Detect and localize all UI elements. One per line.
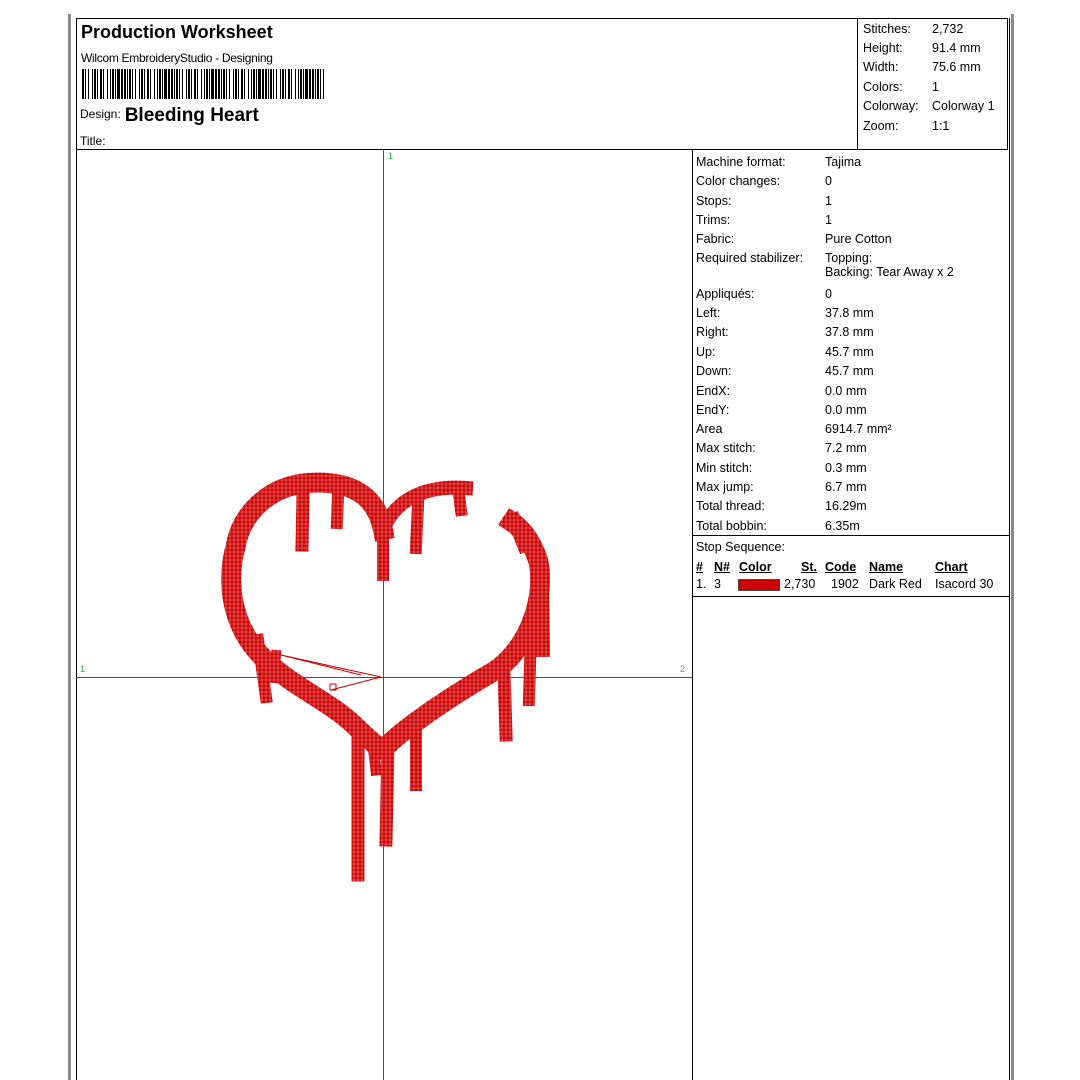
barcode-bar	[191, 69, 192, 99]
table-bottom-divider	[693, 596, 1009, 597]
barcode-bar	[320, 69, 321, 99]
col-header-number: #	[696, 560, 703, 574]
barcode-image	[82, 69, 327, 99]
barcode-bar	[103, 69, 104, 99]
axis-marker-left: 1	[80, 664, 86, 674]
barcode-bar	[300, 69, 302, 99]
barcode-bar	[285, 69, 286, 99]
title-label: Title:	[80, 134, 106, 148]
barcode-bar	[305, 69, 308, 99]
barcode-bar	[233, 69, 234, 99]
summary-height: Height: 91.4 mm	[863, 41, 981, 55]
barcode-bar	[265, 69, 267, 99]
summary-colors: Colors: 1	[863, 80, 939, 94]
summary-zoom: Zoom: 1:1	[863, 119, 950, 133]
barcode-bar	[197, 69, 198, 99]
barcode-bar	[211, 69, 214, 99]
barcode-bar	[182, 69, 183, 99]
barcode-bar	[171, 69, 173, 99]
barcode-bar	[221, 69, 222, 99]
barcode-bar	[144, 69, 145, 99]
barcode-bar	[276, 69, 277, 99]
col-header-stitches: St.	[801, 560, 817, 574]
barcode-bar	[194, 69, 196, 99]
barcode-bar	[110, 69, 111, 99]
barcode-bar	[150, 69, 151, 99]
design-row	[80, 105, 259, 127]
barcode-bar	[253, 69, 255, 99]
barcode-bar	[282, 69, 284, 99]
summary-panel	[857, 19, 1010, 149]
barcode-bar	[82, 69, 84, 99]
barcode-bar	[235, 69, 237, 99]
barcode-bar	[226, 69, 227, 99]
col-header-color: Color	[739, 560, 772, 574]
barcode-bar	[186, 69, 187, 99]
barcode-bar	[162, 69, 163, 99]
barcode-bar	[85, 69, 86, 99]
barcode-bar	[291, 69, 292, 99]
design-label: Design:	[80, 107, 121, 121]
barcode-bar	[176, 69, 178, 99]
barcode-bar	[107, 69, 108, 99]
barcode-bar	[241, 69, 243, 99]
barcode-bar	[256, 69, 257, 99]
barcode-bar	[204, 69, 205, 99]
row-stitches: 2,730	[784, 577, 816, 591]
barcode-bar	[312, 69, 314, 99]
barcode-bar	[268, 69, 269, 99]
barcode-bar	[168, 69, 170, 99]
page-edge-left	[68, 14, 71, 1080]
barcode-bar	[248, 69, 249, 99]
barcode-bar	[124, 69, 126, 99]
barcode-bar	[139, 69, 140, 99]
row-needle: 3	[714, 577, 721, 591]
barcode-bar	[132, 69, 133, 99]
barcode-bar	[159, 69, 161, 99]
barcode-bar	[94, 69, 96, 99]
design-preview	[76, 150, 693, 1080]
barcode-bar	[115, 69, 116, 99]
section-divider	[693, 535, 1009, 536]
barcode-bar	[309, 69, 311, 99]
barcode-bar	[141, 69, 143, 99]
barcode-bar	[315, 69, 316, 99]
page-title: Production Worksheet	[81, 22, 273, 42]
barcode-bar	[112, 69, 114, 99]
barcode-bar	[127, 69, 128, 99]
barcode-bar	[135, 69, 136, 99]
barcode-bar	[174, 69, 175, 99]
col-header-code: Code	[825, 560, 857, 574]
barcode-bar	[262, 69, 264, 99]
barcode-bar	[258, 69, 261, 99]
axis-marker-right: 2	[680, 664, 686, 674]
barcode-bar	[88, 69, 89, 99]
barcode-bar	[244, 69, 245, 99]
worksheet-header	[76, 18, 1008, 150]
barcode-bar	[188, 69, 190, 99]
row-chart: Isacord 30	[935, 577, 994, 591]
thread-color-swatch	[738, 579, 780, 591]
stop-sequence-title: Stop Sequence:	[696, 540, 785, 554]
bleeding-heart-stitch-art	[76, 150, 693, 1080]
barcode-bar	[147, 69, 149, 99]
barcode-bar	[229, 69, 230, 99]
col-header-name: Name	[869, 560, 904, 574]
barcode-bar	[223, 69, 225, 99]
barcode-bar	[218, 69, 220, 99]
barcode-bar	[201, 69, 202, 99]
barcode-bar	[238, 69, 239, 99]
barcode-bar	[154, 69, 155, 99]
barcode-bar	[179, 69, 180, 99]
barcode-bar	[251, 69, 252, 99]
barcode-bar	[129, 69, 131, 99]
barcode-bar	[206, 69, 208, 99]
barcode-bar	[215, 69, 217, 99]
axis-marker-top: 1	[388, 151, 394, 161]
barcode-bar	[303, 69, 304, 99]
row-name: Dark Red	[869, 577, 922, 591]
barcode-bar	[317, 69, 319, 99]
summary-width: Width: 75.6 mm	[863, 60, 981, 74]
row-number: 1.	[696, 577, 707, 591]
row-code: 1902	[831, 577, 859, 591]
barcode-bar	[270, 69, 272, 99]
col-header-chart: Chart	[935, 560, 968, 574]
software-name: Wilcom EmbroideryStudio - Designing	[81, 51, 273, 65]
barcode-bar	[288, 69, 290, 99]
barcode-bar	[157, 69, 158, 99]
design-name: Bleeding Heart	[124, 105, 259, 126]
barcode-bar	[121, 69, 123, 99]
barcode-bar	[100, 69, 102, 99]
summary-stitches: Stitches: 2,732	[863, 22, 964, 36]
details-panel: Machine format: Tajima Color changes: 0 Stops: 1 Trims: 1 Fabric: Pure Cotton Required stabilizer: Topping: Backing: Tear Away x 2 Appliqués: 0 Left: 37.8 mm Right: 37.8 mm Up: 45.7 mm Down: 45.7 mm EndX: 0.0 mm EndY: 0.0 mm Area 6914.7 mm² Max stitch: 7.2 mm Min stitch: 0.3 mm Max jump: 6.7 mm Total thread: 16.29m Total bobbin: 6.35m Stop Sequence: # N# Color St. Code Name Chart 1. 3 2,730 1902 Dark Red Isacord 30	[692, 150, 1009, 1080]
barcode-bar	[273, 69, 274, 99]
barcode-bar	[298, 69, 299, 99]
barcode-bar	[323, 69, 324, 99]
barcode-bar	[164, 69, 167, 99]
barcode-bar	[209, 69, 210, 99]
summary-colorway: Colorway: Colorway 1	[863, 99, 995, 113]
barcode-bar	[97, 69, 98, 99]
barcode-bar	[92, 69, 93, 99]
barcode-bar	[280, 69, 281, 99]
barcode-bar	[295, 69, 296, 99]
page-edge-right	[1011, 14, 1014, 1080]
barcode-bar	[117, 69, 120, 99]
col-header-needle: N#	[714, 560, 730, 574]
